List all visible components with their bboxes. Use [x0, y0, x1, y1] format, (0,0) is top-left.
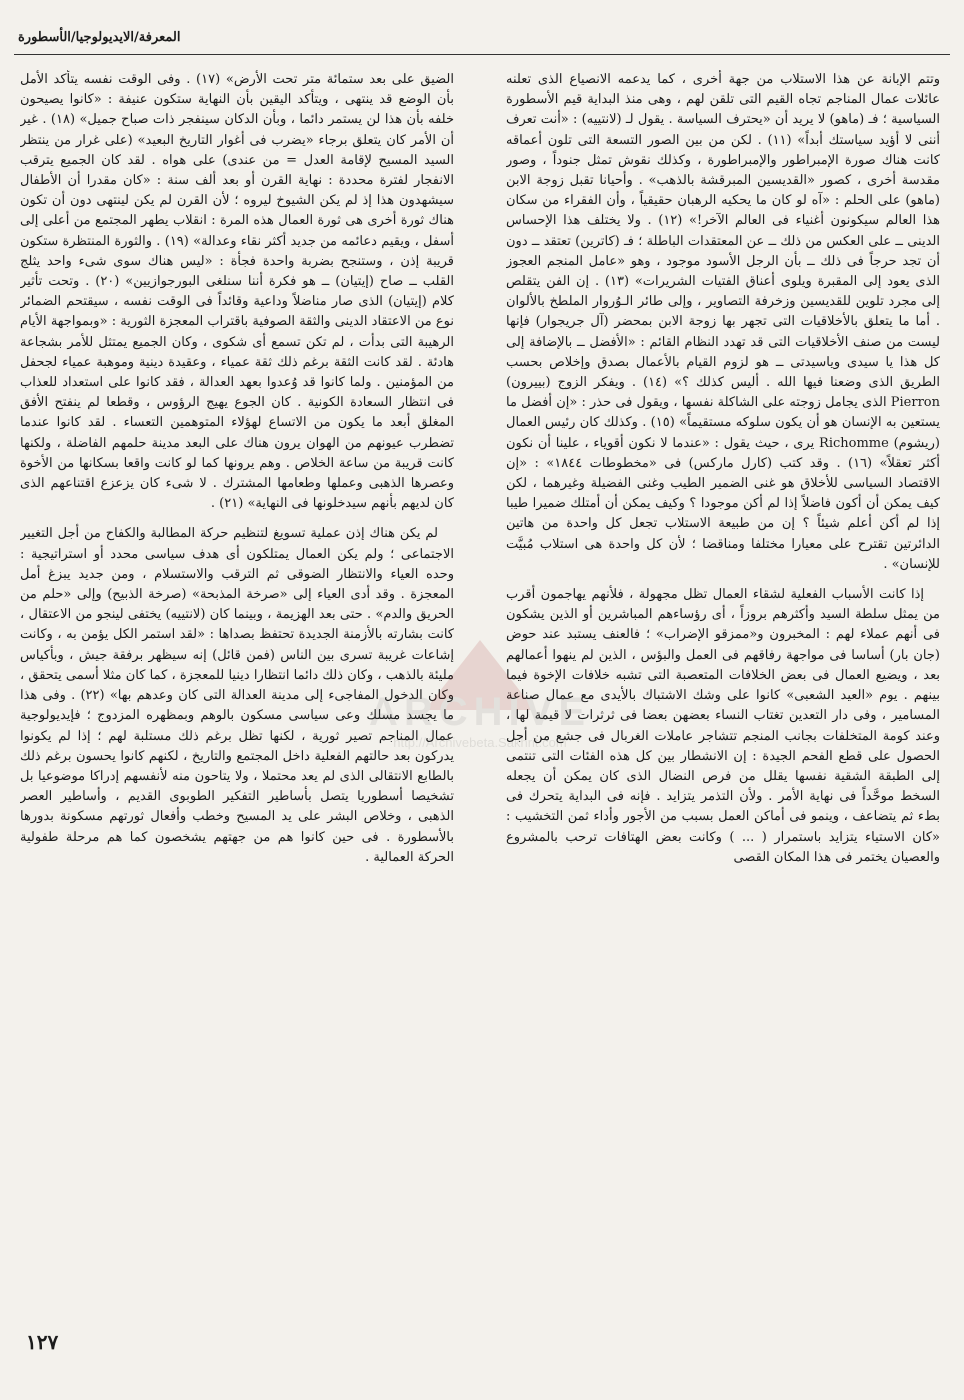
header-divider [14, 54, 950, 55]
paragraph: الضيق على بعد ستمائة متر تحت الأرض» (١٧) . وفى الوقت نفسه يتأكد الأمل بأن الوضع قد ينتهى ، ويتأكد اليقين بأن النهاية ستكون عنيفة : «كانوا يصيحون خلفه بأن هذا لن يستمر دائما ، وبأن الدكان سينفجر ذات صباح جميل» (١٨) . غير أن الأمر كان يتعلق برجاء «يضرب فى أغوار التاريخ البعيد» (على غرار من ينتظر السيد المسيح لإقامة العدل = من عندى) على هواه . لقد كان الجميع يترقب الانفجار لفترة محددة : نهاية القرن أو بعد ألف سنة : «كان مقدرا أن الأطفال سيشهدون هذا إذ لم يكن الشيوخ ليروه ؛ لأن القرن لم يكن لينتهى دون أن تكون هناك ثورة أخرى هى ثورة العمال هذه المرة : انقلاب يطهر المجتمع من أعلى إلى أسفل ، ويقيم دعائمه من جديد أكثر نقاء وعدالة» (١٩) . والثورة المنتظرة ستكون قريبة إذن ، وستنجح بضربة واحدة فجأة : «ليس هناك سوى شىء واحد يثلج القلب ــ صاح (إيتيان) ــ هو فكرة أننا سنلغى البورجوازيين» (٢٠) . وتحت تأثير كلام (إيتيان) الذى صار مناضلاً وداعية وقائداً فى الوقت نفسه ، سيقتحم الضمائر نوع من الاعتقاد الدينى والثقة الصوفية باقتراب المعجزة الثورية : «وبمواجهة الأيام الرهيبة التى بدأت ، لم تكن تسمع أى شكوى ، وكان الجميع يمتثل للأمر بشجاعة هادئة . لقد كانت الثقة برغم ذلك ثقة عمياء ، وعقيدة دينية وموهبة عمياء لجحفل من المؤمنين . ولما كانوا قد وُعدوا بعهد العدالة ، فقد كانوا على استعداد للعذاب فى انتظار السعادة الكونية . كان الجوع يهيج الرؤوس ، وقطعا لم ينفتح الأفق المغلق أبعد ما يكون من الاتساع لهؤلاء المتوهمين التعساء . لقد كانوا عندما تضطرب عيونهم من الهوان يرون هناك على البعد مدينة حلمهم الفاضلة ، ولكنها كانت قريبة من ساعة الخلاص . وهم يرونها كما لو كانت واقعا بسكانها من الأخوة وعصرها الذهبى وعملها وطعامها المشترك . لا شىء كان يزعزع اقتناعهم الذى كان لديهم بأنهم سيدخلونها فى النهاية» (٢١) . [20, 72, 454, 512]
left-column [20, 70, 454, 1335]
watermark-url: http://Archivebeta.Sakhrit.com [393, 735, 567, 750]
right-column [506, 70, 940, 1335]
paragraph: إذا كانت الأسباب الفعلية لشقاء العمال تظل مجهولة ، فلأنهم يهاجمون أقرب من يمثل سلطة السيد وأكثرهم بروزاً ، أى رؤساءهم المباشرين أو الذين يشكون فى أنهم عملاء لهم : المخبرون و«ممزقو الإضراب» ؛ فالعنف يستبد عند حوض (جان بار) أساسا فى مواجهة رفاقهم فى العمل والبؤس ، الذين لم ينهوا أعمالهم بعد ، ويضيع العمال فى بعض الخلافات المتعصبة التى تشبه خلافات الإخوة فيما بينهم . يوم «العيد الشعبى» كانوا على وشك الاشتباك بالأيدى مع عمال صناعة المسامير ، وفى دار التعدين تغتاب النساء بعضهن بعضا فى ثرثرات لا قيمة لها ، وعند كومة المتخلفات بجانب المنجم تتشاجر عاملات الغربال فى جشع من أجل الحصول على قطع الفحم الجيدة : إن الانشطار بين كل هذه الفئات التى تنتمى إلى الطبقة الشقية نفسها يقلل من فرص النضال الذى كان يمكن أن يجعله السخط موحَّداً فى نهاية الأمر . ولأن التذمر يتزايد . فإنه فى البداية يتحرك فى بطء ثم يتضاعف ، وينمو فى أماكن العمل بسبب من الأجور وأداء ثمن التخشيب : «كان الاستياء يتزايد باستمرار ( ... ) وكانت بعض الهتافات ترحب بالمشروع والعصيان يختمر فى هذا المكان القصى [506, 587, 940, 865]
page-number: ١٢٧ [26, 1330, 59, 1354]
watermark-label: ARCHIVE [368, 690, 592, 734]
paragraph: وتتم الإبانة عن هذا الاستلاب من جهة أخرى ، كما يدعمه الانصياع الذى تعلنه عائلات عمال المناجم تجاه القيم التى تلقن لهم ، وهى منذ البداية قيم الأسطورة السياسية ؛ فـ (ماهو) لا يريد أن «يحترف السياسة . يقول لـ (لانتييه) : «أنت تعرف أننى لا أؤيد سياستك أبداً» (١١) . لكن من بين الصور التسعة التى تلون أعماقه كانت هناك صورة الإمبراطور والإمبراطورة ، وكذلك نقوش تمثل جنوداً ، وصور مقدسة أخرى ، كصور «القديسين المبرقشة بالذهب» . وأحيانا تقبل زوجة الابن (ماهو) على الحلم : «آه لو كان ما يحكيه الرهبان حقيقياً ، وأن الفقراء من سكان هذا العالم سيكونون أغنياء فى العالم الآخر!» (١٢) . ولا يختلف هذا الإحساس الدينى ــ على العكس من ذلك ــ عن المعتقدات الباطلة ؛ فـ (كاترين) تعتقد ــ دون أن تجد حرجاً فى ذلك ــ بأن الرجل الأسود موجود ، وهو «عامل المنجم العجوز الذى يعود إلى المقبرة ويلوى أعناق الفتيات الشريرات» (١٣) . إن الفن يتقلص إلى مجرد تلوين للقديسين وزخرفة التصاوير ، وإلى طائر الـوُروار الملطخ بالألوان . أما ما يتعلق بالأخلاقيات التى تجهر بها زوجة الابن بمحضر (آل جريجوار) فإنها ليست من صنف الأخلاقيات التى قد تهدد النظام القائم : «الأفضل ــ بالإضافة إلى كل هذا يا سيدى وياسيدتى ــ هو لزوم القيام بالأعمال بصدق وإخلاص بحسب الطريق الذى وضعنا فيها الله . أليس كذلك ؟» (١٤) . ويفكر الزوج (بييرون) Pierron الذى يجامل زوجته على الشاكلة نفسها ، ويقول فى حذر : «إن أفضل ما يستعين به الإنسان هو أن يكون سلوكه مستقيماً» (١٥) . وكذلك كان رئيس العمال (ريشوم) Richomme يرى ، حيث يقول : «عندما لا نكون أقوياء ، علينا أن نكون أكثر تعقلاً» (١٦) . وقد كتب (كارل ماركس) فى «مخطوطات ١٨٤٤» : «إن الاقتصاد السياسى للأخلاق هو غنى الضمير الطيب وغنى الفضيلة وغيرهما ، لكن كيف يمكن أن أكون فاضلاً إذا لم أكن موجودا ؟ وكيف يمكن أن أمتلك ضميرا طيبا إذا لم أكن أعلم شيئاً ؟ إن من طبيعة الاستلاب تجعل كل واحدة من هاتين الدائرتين تقترح على معيارا مختلفا ومناقضا ؛ لأن كل واحدة هى استلاب مُبيَّت للإنسان» . [506, 72, 940, 572]
running-header: المعرفة/الايديولوجيا/الأسطورة [18, 30, 181, 45]
paragraph: لم يكن هناك إذن عملية تسويغ لتنظيم حركة المطالبة والكفاح من أجل التغيير الاجتماعى ؛ ولم يكن العمال يمتلكون أى هدف سياسى محدد أو استراتيجية : وحده العياء والانتظار الضوقى ثم الترقب والاستسلام ، ومن جديد يبزغ أمل المعجزة . وقد أدى العياء إلى «صرخة المذبحة» (صرخة الذبيح) وإلى «حلم من الحريق والدم» . حتى بعد الهزيمة ، وبينما كان (لانتييه) يختفى لينجو من الاعتقال ، كانت بشارته بالأزمنة الجديدة تحتفظ بصداها : «لقد استمر الكل يؤمن به ، وكانت إشاعات غريبة تسرى بين الناس (فمن قائل) إنه سيظهر برفقة جيش ، وبأكياس مليئة بالذهب ، وكان ذلك دائما انتظارا دينيا للمعجزة ، كما كان مثلا أسمى يتحقق ، وكان الدخول المفاجىء إلى مدينة العدالة التى كان وعدهم بها» (٢٢) . وفى هذا ما يجسد مسلك وعى سياسى مسكون بالوهم وبمظهره المزدوج ؛ فإيديولوجية عمال المناجم تصير ثورية ، لكنها تظل برغم ذلك مستلبة لهم ؛ إذا لم يكونوا يدركون بعد حالتهم الفعلية داخل المجتمع والتاريخ ، لكنهم كانوا يحسون برغم ذلك بالطابع الانتقالى الذى لم يعد محتملا ، ولا يتاحون منه لأنفسهم إدراكا موضوعيا بل تشخيصا أسطوريا يتصل بأساطير التفكير الطوبوى القديم ، وأساطير العصر الذهبى ، وخلاص البشر على يد المسيح وخطب وأفعال ثورتهم مسكونة بدورها بالأسطورة . فى حين كانوا هم من جهتهم يشخصون كما هم مرحلة طفولية الحركة العمالية . [20, 526, 454, 865]
